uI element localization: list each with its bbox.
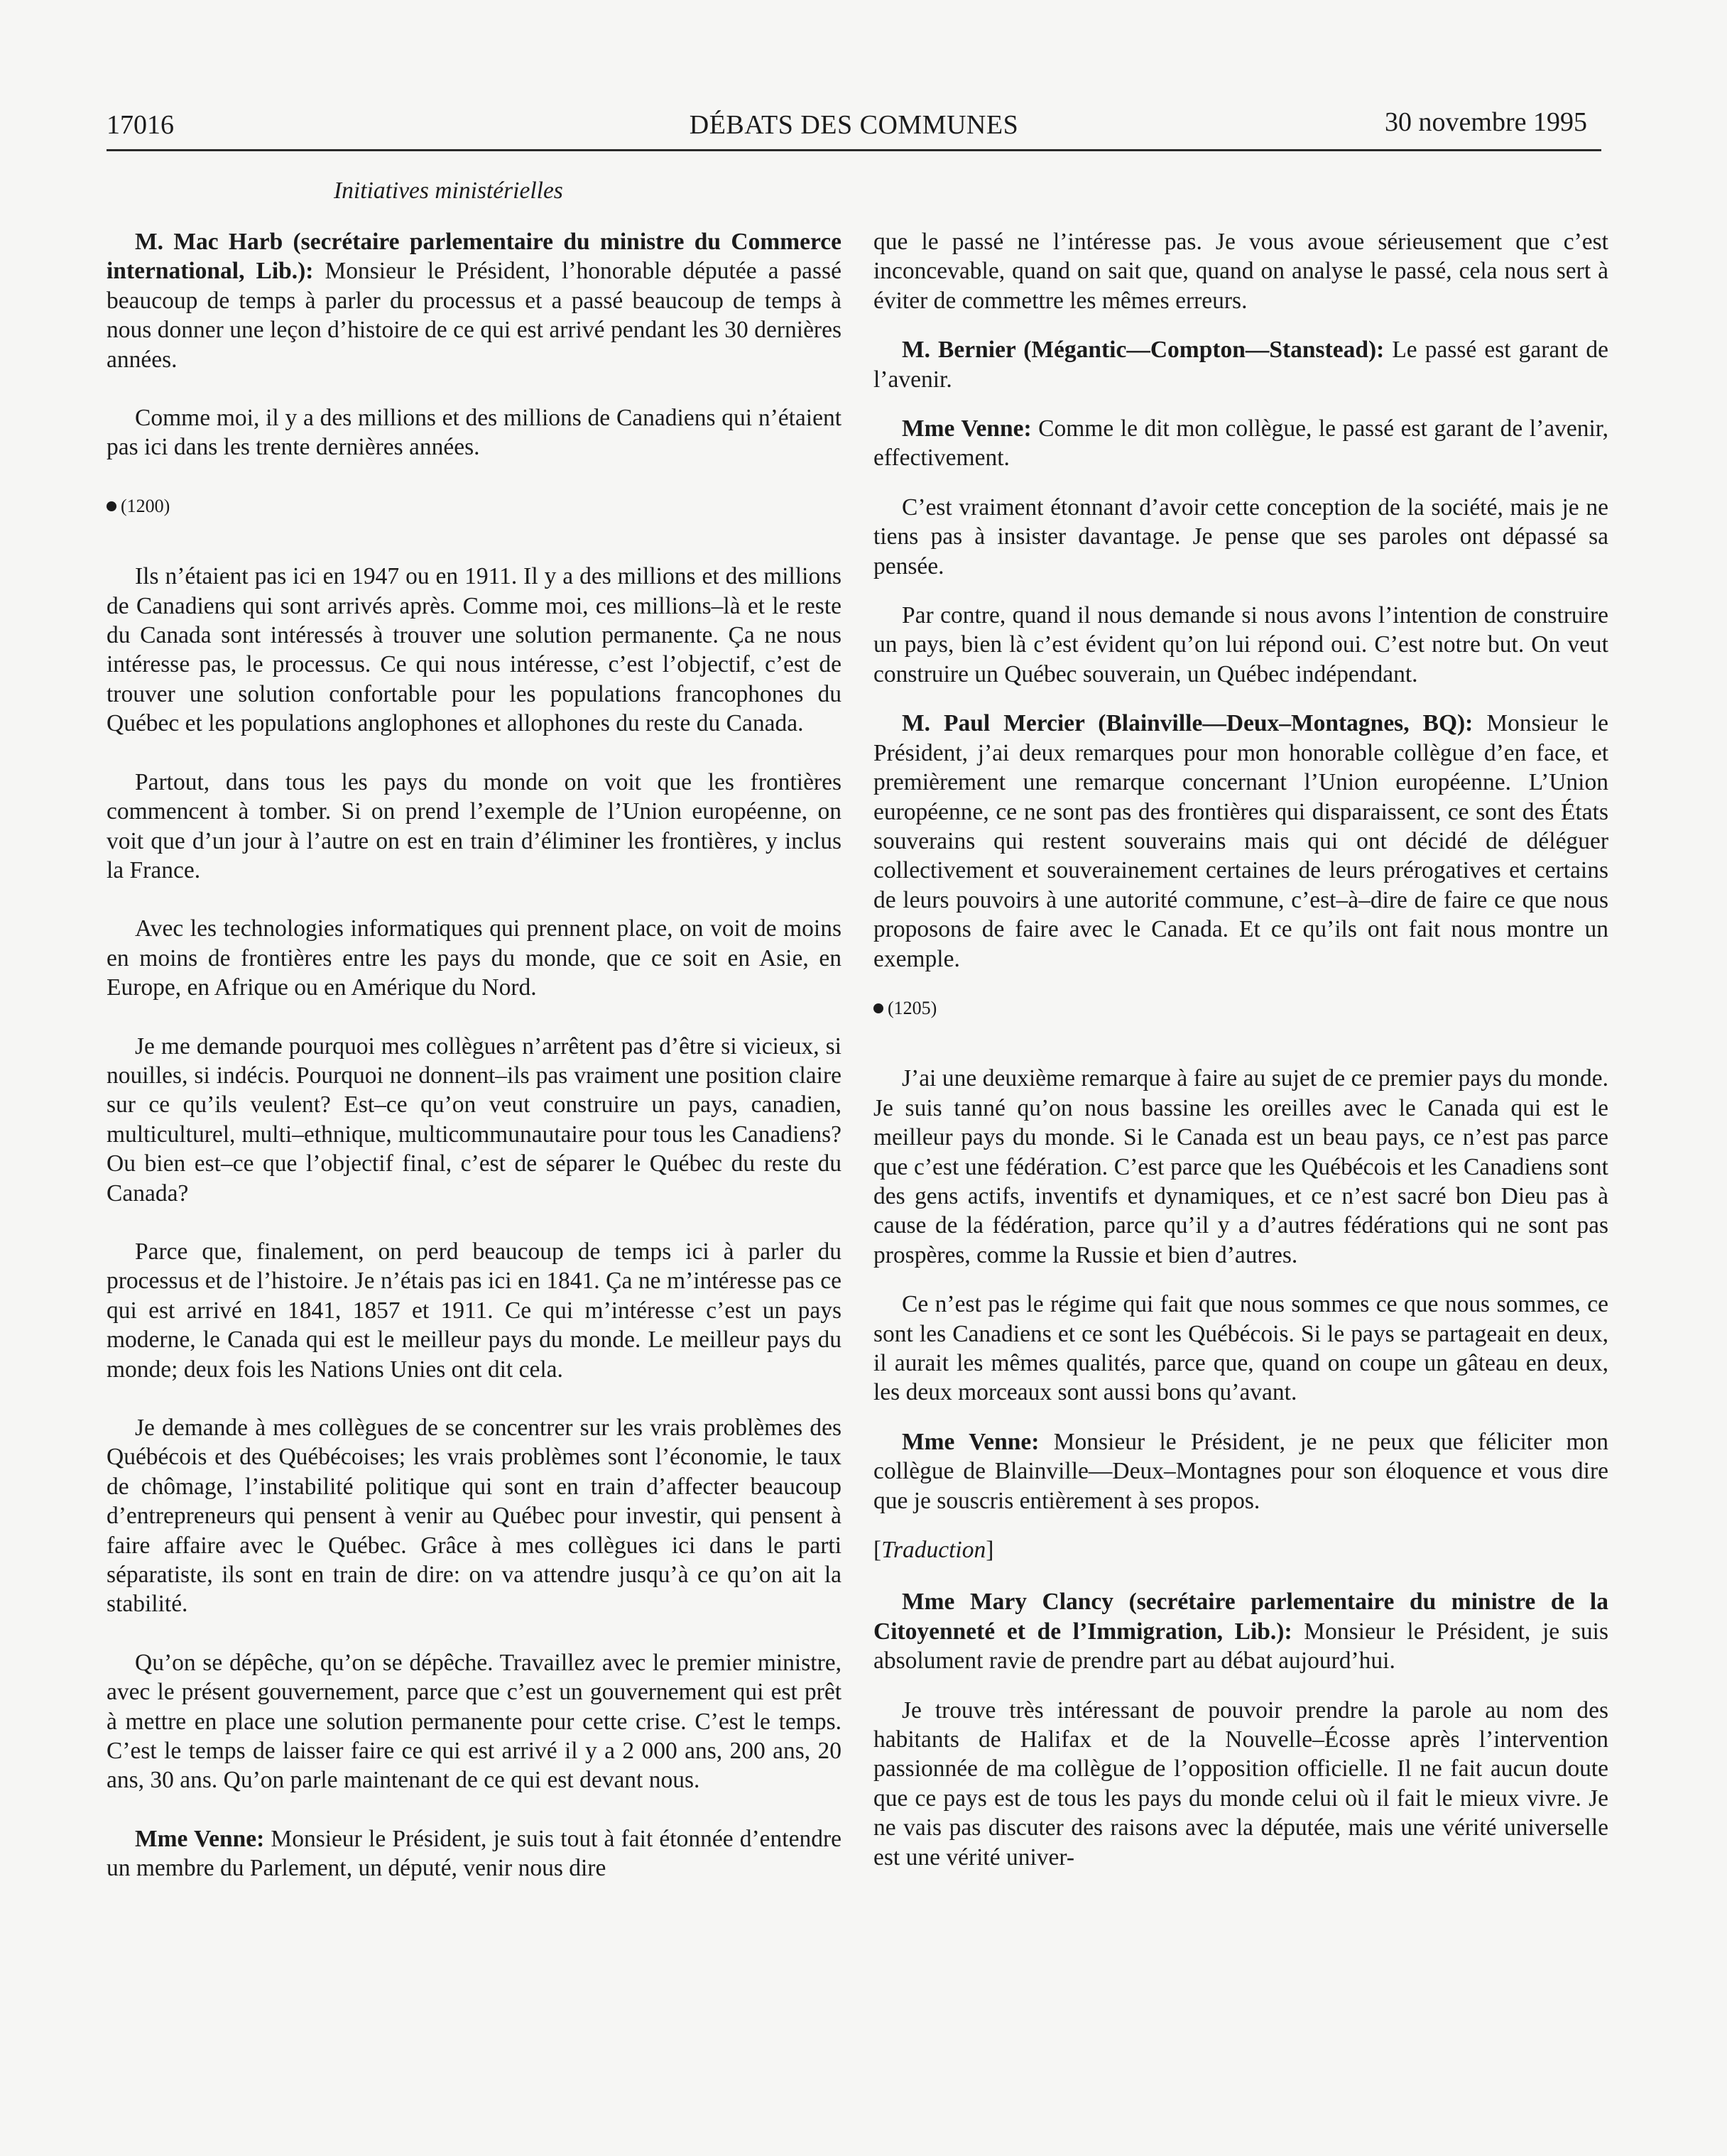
left-column (107, 227, 841, 1912)
speech-text: Monsieur le Président, je suis absolument ravie de prendre part au débat aujourd’hui. (873, 1618, 1608, 1675)
paragraph: Je demande à mes collègues de se concentrer sur les vrais problèmes des Québécois et des Québécoises; les vrais problèmes sont l’économie, le taux de chômage, l’instabilité politique qui sont en train d’affecter beaucoup d’entrepreneurs qui pensent à venir au Québec pour investir, qui pensent à faire affaire avec le Québec. Grâce à mes collègues ici dans le parti séparatiste, ils sont en train de dire: on va attendre jusqu’à ce qu’on ait la stabilité. (107, 1415, 841, 1618)
paragraph: Ils n’étaient pas ici en 1947 ou en 1911. Il y a des millions et des millions de Canadiens qui sont arrivés après. Comme moi, ces millions–là et le reste du Canada sont intéressés à trouver une solution permanente. Ça ne nous intéresse pas, le processus. Ce qui nous intéresse, c’est l’objectif, c’est de trouver une solution confortable pour les populations francophones du Québec et les populations anglophones et allophones du reste du Canada. (107, 563, 841, 737)
speech-text: Comme le dit mon collègue, le passé est garant de l’avenir, effectivement. (873, 415, 1609, 472)
speaker-name: M. Mac Harb (secrétaire parlementaire du ministre du Commerce international, Lib.): (107, 229, 841, 285)
paragraph: Ce n’est pas le régime qui fait que nous sommes ce que nous sommes, ce sont les Canadiens et ce sont les Québécois. Si le pays se partageait en deux, il aurait les mêmes qualités, parce que, quand on coupe un gâteau en deux, les deux morceaux sont aussi bons qu’avant. (873, 1291, 1608, 1406)
speech-text: Monsieur le Président, je suis tout à fait étonnée d’entendre un membre du Parlement, un député, venir nous dire (107, 1825, 841, 1882)
paragraph: que le passé ne l’intéresse pas. Je vous avoue sérieusement que c’est inconcevable, quand on sait que, quand on analyse le passé, cela nous sert à éviter de commettre les mêmes erreurs. (873, 229, 1608, 314)
page-number: 17016 (107, 110, 174, 140)
speaker-name: Mme Venne: (902, 415, 1032, 442)
bullet-icon (873, 1003, 883, 1013)
paragraph (873, 1587, 1608, 1675)
section-label: Initiatives ministérielles (334, 178, 563, 204)
paragraph (873, 1427, 1608, 1515)
paragraph: Partout, dans tous les pays du monde on voit que les frontières commencent à tomber. Si on prend l’exemple de l’Union européenne, on voit que d’un jour à l’autre on est en train d’éliminer les frontières, y inclus la France. (107, 768, 841, 883)
paragraph (873, 709, 1608, 974)
paragraph (873, 414, 1608, 473)
paragraph: C’est vraiment étonnant d’avoir cette conception de la société, mais je ne tiens pas à insister davantage. Je pense que ses paroles ont dépassé sa pensée. (873, 494, 1608, 579)
paragraph: Je me demande pourquoi mes collègues n’arrêtent pas d’être si vicieux, si nouilles, si indécis. Pourquoi ne donnent–ils pas vraiment une position claire sur ce qu’ils veulent? Est–ce qu’on veut construire un pays, canadien, multiculturel, multi–ethnique, multicommunautaire pour tous les Canadiens? Ou bien est–ce que l’objectif final, c’est de séparer le Québec du reste du Canada? (107, 1033, 841, 1207)
paragraph: Qu’on se dépêche, qu’on se dépêche. Travaillez avec le premier ministre, avec le présent gouvernement, parce que c’est un gouvernement qui est prêt à mettre en place une solution permanente pour cette crise. C’est le temps. C’est le temps de laisser faire ce qui est arrivé il y a 2 000 ans, 200 ans, 20 ans, 30 ans. Qu’on parle maintenant de ce qui est devant nous. (107, 1649, 841, 1794)
bullet-icon (107, 501, 116, 511)
paragraph: Par contre, quand il nous demande si nous avons l’intention de construire un pays, bien là c’est évident qu’on lui répond oui. C’est notre but. On veut construire un Québec souverain, un Québec indépendant. (873, 602, 1608, 687)
paragraph (107, 227, 841, 374)
speech-text: Le passé est garant de l’avenir. (873, 337, 1608, 393)
paragraph: Avec les technologies informatiques qui prennent place, on voit de moins en moins de frontières entre les pays du monde, que ce soit en Asie, en Europe, en Afrique ou en Amérique du Nord. (107, 915, 841, 1001)
paragraph: J’ai une deuxième remarque à faire au sujet de ce premier pays du monde. Je suis tanné qu’on nous bassine les oreilles avec le Canada qui est le meilleur pays du monde. Si le Canada est un beau pays, ce n’est pas parce que c’est une fédération. C’est parce que les Québécois et les Canadiens sont des gens actifs, inventifs et dynamiques, et ce n’est sacré bon Dieu pas à cause de la fédération, parce qu’il y a d’autres fédérations qui ne sont pas prospères, comme la Russie et bien d’autres. (873, 1065, 1608, 1268)
speech-text: Monsieur le Président, j’ai deux remarques pour mon honorable collègue d’en face, et premièrement une remarque concernant l’Union européenne. L’Union européenne, ce ne sont pas des frontières qui disparaissent, ce sont des États souverains qui restent souverains mais qui ont décidé de déléguer collectivement et souverainement certaines de leurs prérogatives et certains de leurs pouvoirs à une autorité commune, c’est–à–dire de faire ce que nous proposons de faire avec le Canada. Et ce qu’ils ont fait nous montre un exemple. (873, 710, 1608, 972)
speaker-name: Mme Mary Clancy (secrétaire parlementaire du ministre de la Citoyenneté et de l’Immigration, Lib.): (873, 1589, 1608, 1645)
speaker-name: Mme Venne: (135, 1825, 265, 1852)
speaker-name: M. Bernier (Mégantic—Compton—Stanstead): (902, 337, 1385, 364)
paragraph: Comme moi, il y a des millions et des millions de Canadiens qui n’étaient pas ici dans les trente dernières années. (107, 405, 841, 461)
paragraph (107, 1824, 841, 1883)
speaker-name: M. Paul Mercier (Blainville—Deux–Montagnes, BQ): (902, 710, 1473, 737)
paragraph: Je trouve très intéressant de pouvoir prendre la parole au nom des habitants de Halifax et de la Nouvelle–Écosse après l’intervention passionnée de ma collègue de l’opposition officielle. Il ne fait aucun doute que ce pays est de tous les pays du monde celui où il fait le mieux vivre. Je ne vais pas discuter des raisons avec la députée, mais une vérité universelle est une vérité univer- (873, 1697, 1608, 1871)
speaker-name: Mme Venne: (902, 1428, 1040, 1455)
time-marker-text: (1200) (121, 495, 170, 516)
time-marker-text: (1205) (888, 997, 937, 1018)
paragraph: Parce que, finalement, on perd beaucoup de temps ici à parler du processus et de l’histoire. Je n’étais pas ici en 1841. Ça ne m’intéresse pas ce qui est arrivé en 1841, 1857 et 1911. Ce qui m’intéresse c’est un pays moderne, le Canada qui est le meilleur pays du monde. Le meilleur pays du monde; deux fois les Nations Unies ont dit cela. (107, 1238, 841, 1383)
page-header (107, 107, 1601, 151)
publication-title: DÉBATS DES COMMUNES (689, 110, 1019, 140)
speech-text: Monsieur le Président, je ne peux que féliciter mon collègue de Blainville—Deux–Montagnes pour son éloquence et vous dire que je souscris entièrement à ses propos. (873, 1428, 1609, 1514)
translation-label-text: Traduction (881, 1537, 986, 1564)
speech-text: Monsieur le Président, l’honorable députée a passé beaucoup de temps à parler du processus et a passé beaucoup de temps à nous donner une leçon d’histoire de ce qui est arrivé pendant les 30 dernières années. (107, 258, 841, 373)
translation-label: [Traduction] (873, 1537, 994, 1564)
paragraph (873, 335, 1608, 394)
time-marker (873, 993, 1608, 1023)
right-column (873, 227, 1608, 1892)
publication-date: 30 novembre 1995 (1385, 107, 1587, 137)
time-marker (107, 491, 841, 521)
